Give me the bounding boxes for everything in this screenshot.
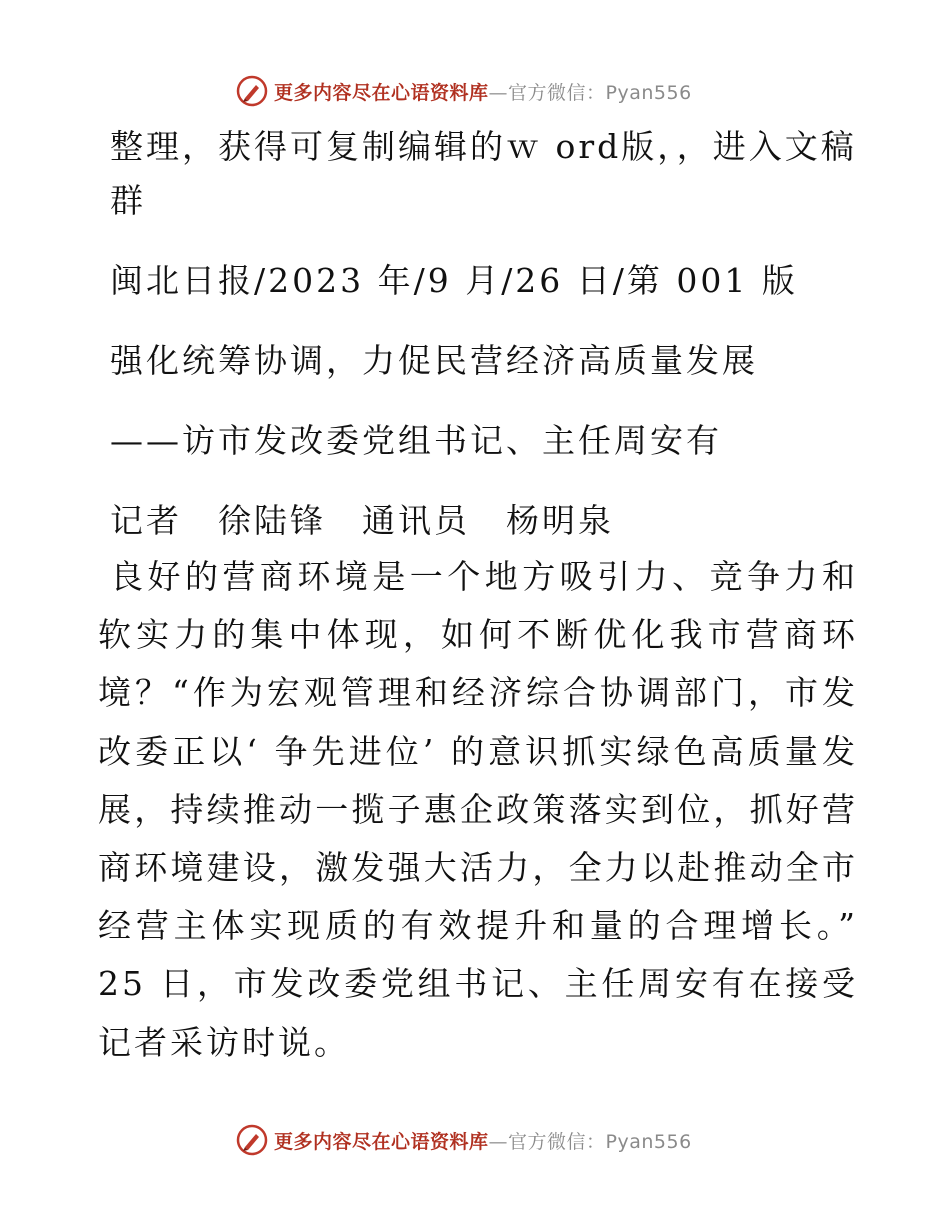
watermark-title: 更多内容尽在心语资料库 xyxy=(274,81,489,104)
headline: 强化统筹协调，力促民营经济高质量发展 xyxy=(110,341,758,380)
watermark-dash: — xyxy=(488,81,509,104)
intro-line: 整理，获得可复制编辑的ｗ ord版，，进入文稿群 xyxy=(110,127,857,220)
pen-logo-icon xyxy=(236,75,268,107)
footer-watermark xyxy=(236,1123,692,1157)
watermark-contact: 官方微信：Pyan556 xyxy=(508,1130,692,1153)
watermark-dash: — xyxy=(488,1130,509,1153)
body-paragraph: 良好的营商环境是一个地方吸引力、竞争力和软实力的集中体现，如何不断优化我市营商环境？“作为宏观管理和经济综合协调部门，市发改委正以‘ 争先进位’ 的意识抓实绿色高质量发展，持续推动一揽子惠企政策落实到位，抓好营商环境建设，激发强大活力，全力以赴推动全市经营主体实现质的有效提升和量的合理增长。” 25 日，市发改委党组书记、主任周安有在接受记者采访时说。 xyxy=(98,557,858,1062)
header-watermark xyxy=(236,74,692,108)
document-body xyxy=(98,120,858,1072)
watermark-title: 更多内容尽在心语资料库 xyxy=(274,1130,489,1153)
subheadline: ——访市发改委党组书记、主任周安有 xyxy=(110,421,722,460)
watermark-contact: 官方微信：Pyan556 xyxy=(508,81,692,104)
byline: 记者 徐陆锋 通讯员 杨明泉 xyxy=(110,501,614,540)
source-line: 闽北日报/2023 年/9 月/26 日/第 001 版 xyxy=(110,261,798,300)
pen-logo-icon xyxy=(236,1124,268,1156)
